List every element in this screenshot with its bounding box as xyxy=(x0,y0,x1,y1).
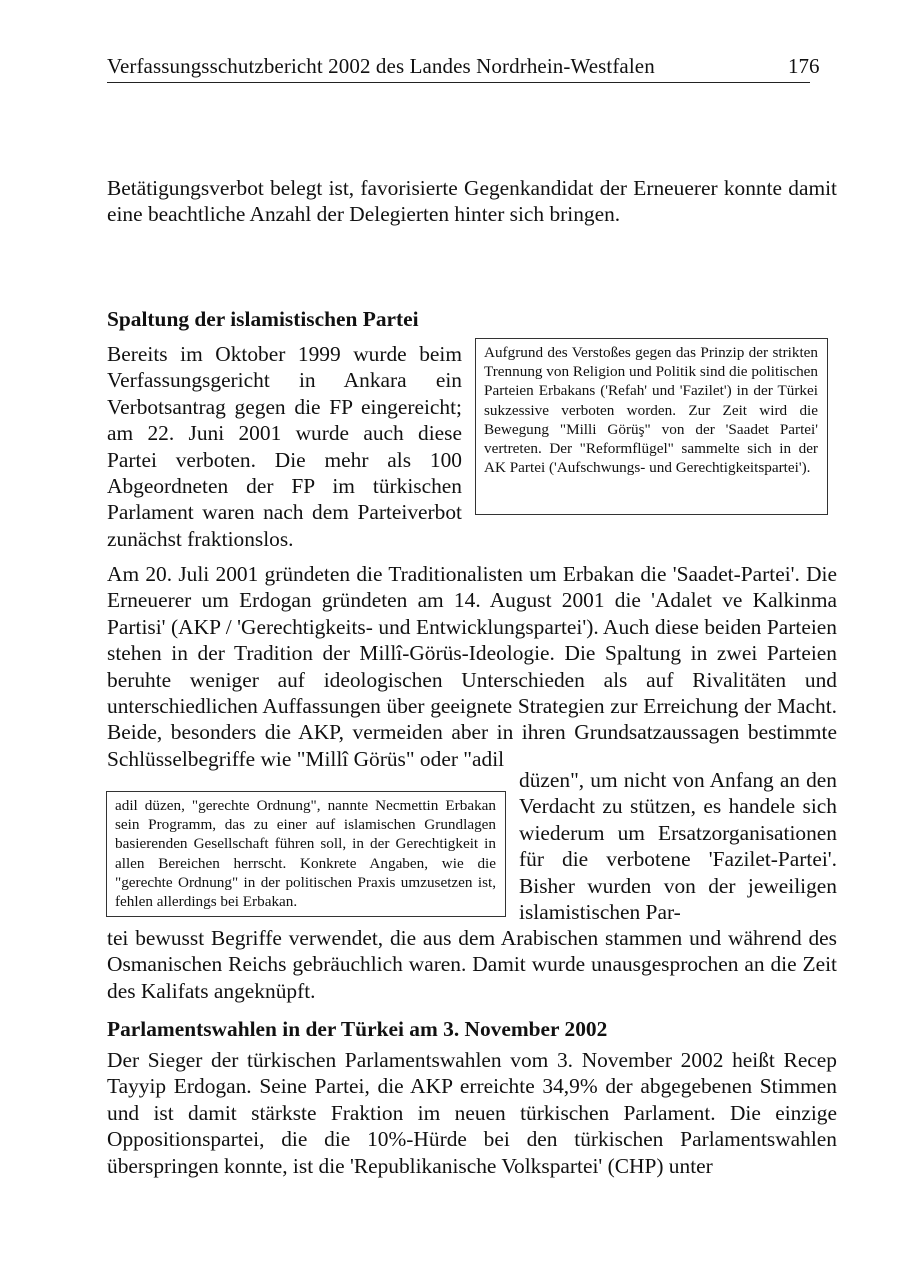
elections-paragraph: Der Sieger der türkischen Parlamentswahlen vom 3. November 2002 heißt Recep Tayyip Erdogan. Seine Partei, die AKP erreichte 34,9% der abgegebenen Stimmen und ist damit stärkste Fraktion im neuen türkischen Parlament. Die einzige Oppositionspartei, die die 10%-Hürde bei den türkischen Parlamentswahlen überspringen konnte, ist die 'Republikanische Volkspartei' (CHP) unter xyxy=(107,1048,837,1178)
split-paragraph-main: Am 20. Juli 2001 gründeten die Traditionalisten um Erbakan die 'Saadet-Partei'. Die Erneuerer um Erdogan gründeten am 14. August 2001 die 'Adalet ve Kalkinma Partisi' (AKP / 'Gerechtigkeits- und Entwicklungspartei'). Auch diese beiden Parteien stehen in der Tradition der Millî-Görüs-Ideologie. Die Spaltung in zwei Parteien beruhte weniger auf ideologischen Unterschieden als auf Rivalitäten und unterschiedlichen Auffassungen über geeignete Strategien zur Erreichung der Macht. Beide, besonders die AKP, vermeiden aber in ihren Grundsatzaussagen bestimmte Schlüsselbegriffe wie "Millî Görüs" oder "adil xyxy=(107,562,837,771)
split-paragraph-after: tei bewusst Begriffe verwendet, die aus dem Arabischen stammen und während des Osmanischen Reichs gebräuchlich waren. Damit wurde unausgesprochen an die Zeit des Kalifats angeknüpft. xyxy=(107,926,837,1003)
section-heading-split: Spaltung der islamistischen Partei xyxy=(107,307,419,331)
sidebox-adil-duzen: adil düzen, "gerechte Ordnung", nannte Necmettin Erbakan sein Programm, das zu einer auf islamischen Grundlagen basierenden Gesellschaft führen soll, in der Gerechtigkeit in allen Bereichen herrscht. Konkrete Angaben, wie die "gerechte Ordnung" in der politischen Praxis umzusetzen ist, fehlen allerdings bei Erbakan. xyxy=(106,791,506,917)
header-title: Verfassungsschutzbericht 2002 des Landes Nordrhein-Westfalen xyxy=(107,54,655,78)
split-paragraph-left: Bereits im Oktober 1999 wurde beim Verfassungsgericht in Ankara ein Verbotsantrag gegen die FP eingereicht; am 22. Juni 2001 wurde auch diese Partei verboten. Die mehr als 100 Abgeordneten der FP im türkischen Parlament waren nach dem Parteiverbot zunächst fraktionslos. xyxy=(107,342,462,551)
split-paragraph-right: düzen", um nicht von Anfang an den Verdacht zu stützen, es handele sich wiederum um Ersatzorganisationen für die verbotene 'Fazilet-Partei'. Bisher wurden von der jeweiligen islamistischen Par- xyxy=(519,768,837,925)
page-header xyxy=(107,52,810,83)
section-heading-elections: Parlamentswahlen in der Türkei am 3. November 2002 xyxy=(107,1017,608,1041)
page-number: 176 xyxy=(788,54,820,78)
sidebox-party-bans: Aufgrund des Verstoßes gegen das Prinzip der strikten Trennung von Religion und Politik sind die politischen Parteien Erbakans ('Refah' und 'Fazilet') in der Türkei sukzessive verboten worden. Zur Zeit wird die Bewegung "Milli Görüş" von der 'Saadet Partei' vertreten. Der "Reformflügel" sammelte sich in der AK Partei ('Aufschwungs- und Gerechtigkeitspartei'). xyxy=(475,338,828,515)
intro-paragraph: Betätigungsverbot belegt ist, favorisierte Gegenkandidat der Erneuerer konnte damit eine beachtliche Anzahl der Delegierten hinter sich bringen. xyxy=(107,176,837,227)
